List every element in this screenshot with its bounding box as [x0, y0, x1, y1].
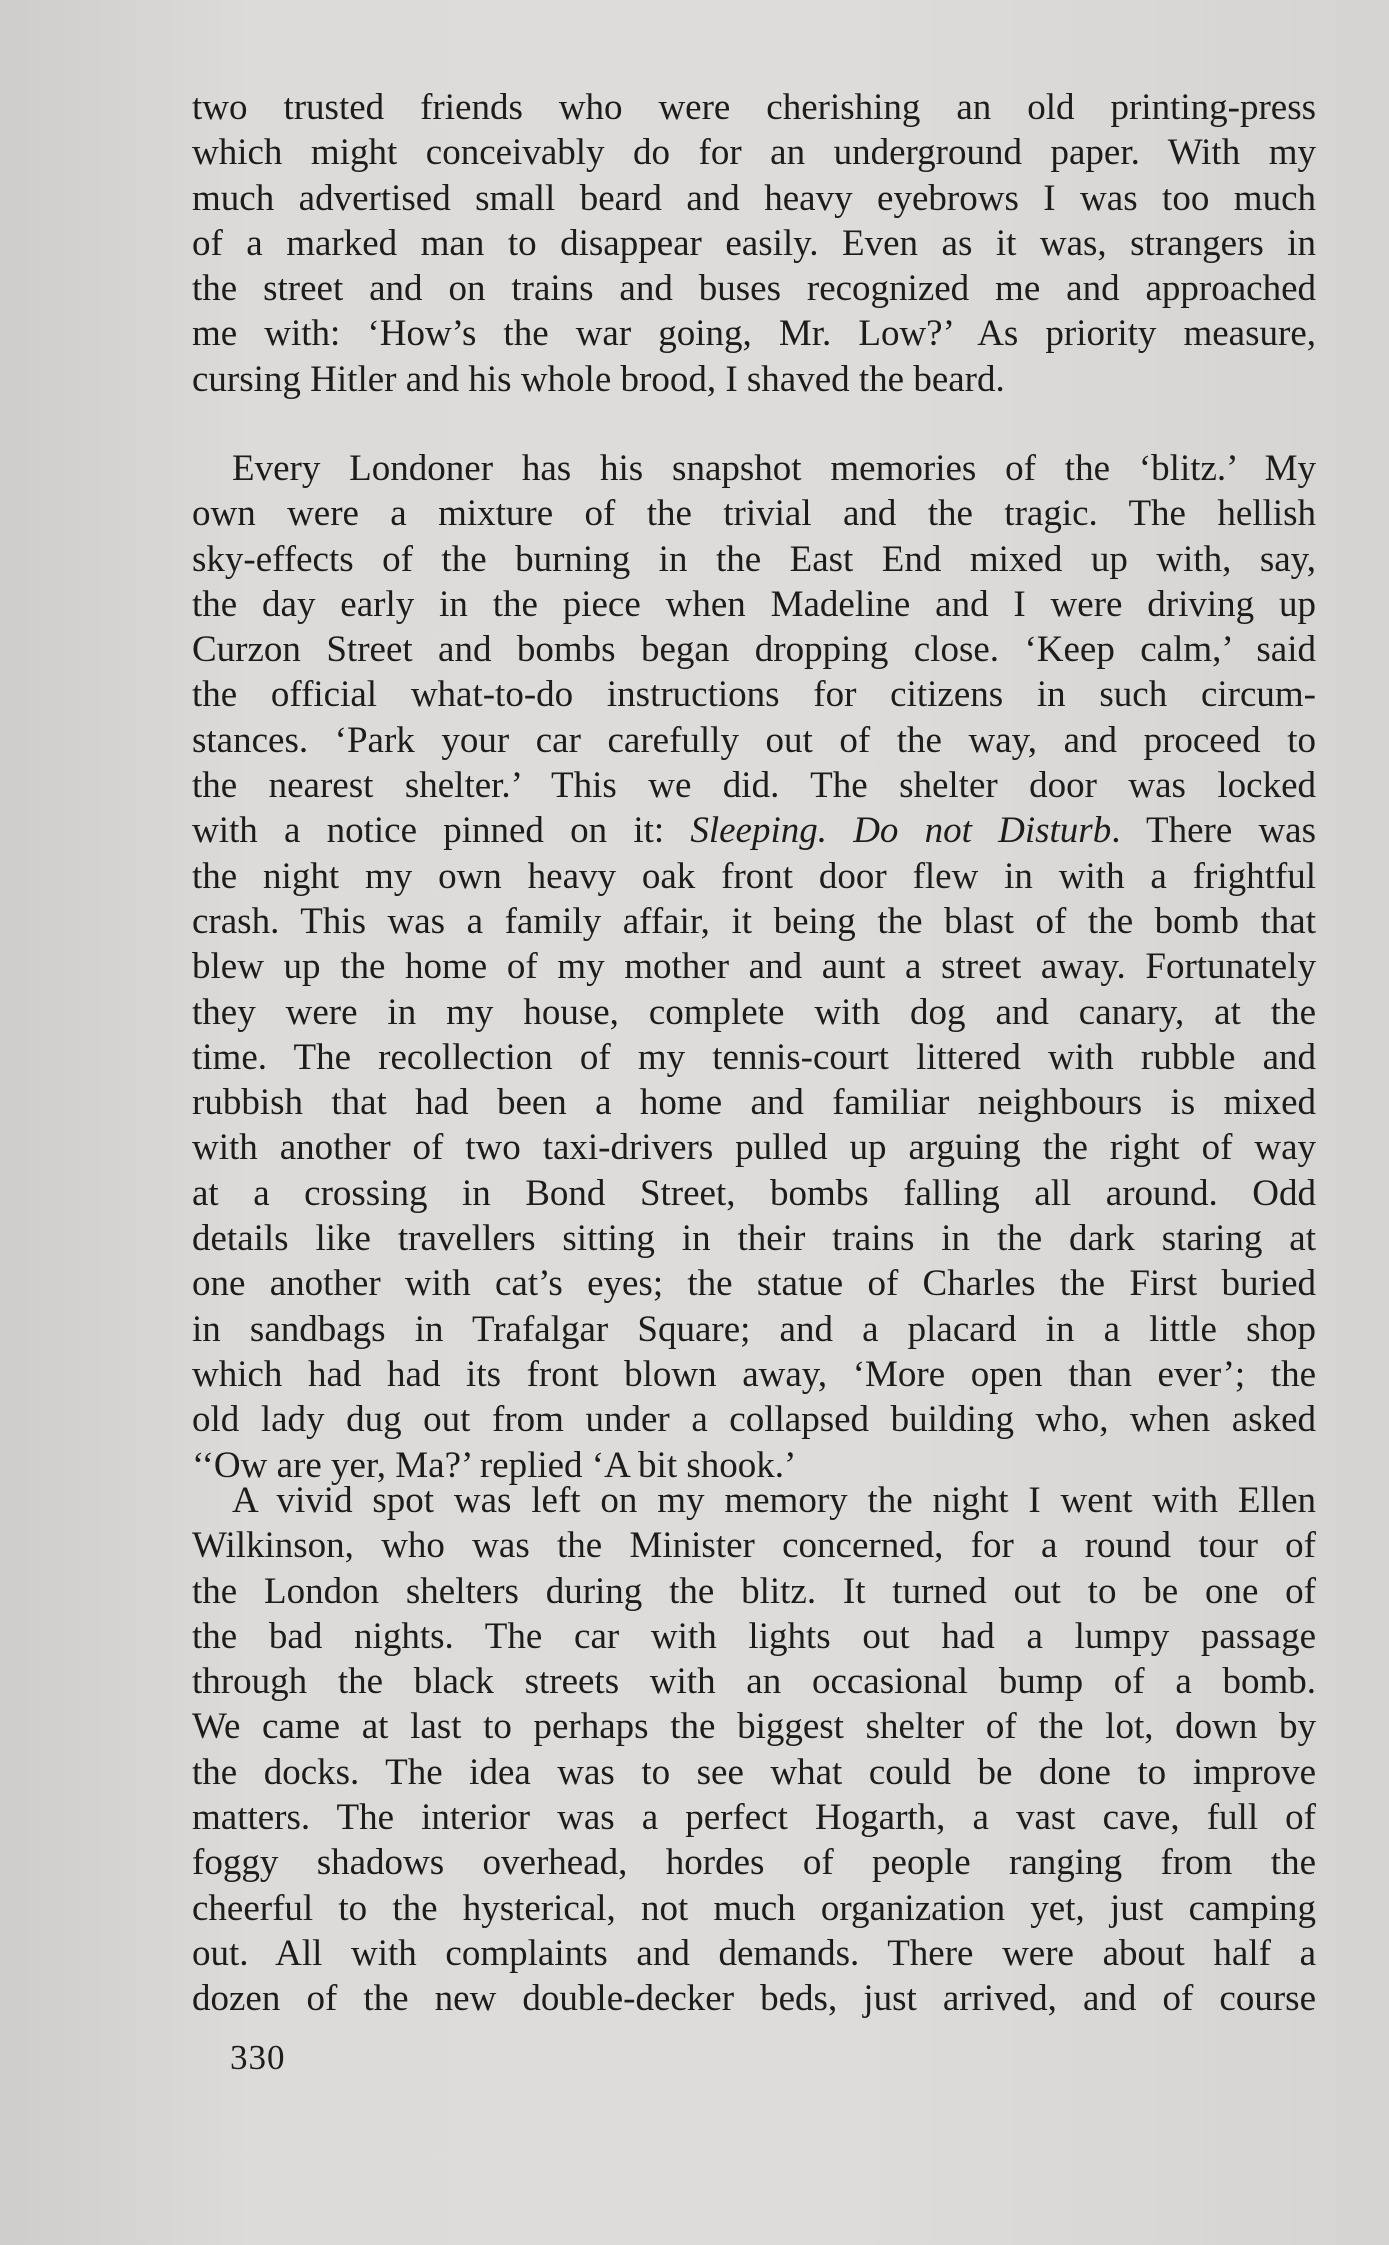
text-line: much advertised small beard and heavy eyebrows I was too much: [192, 177, 1316, 219]
text-line: the day early in the piece when Madeline and I were driving up: [192, 583, 1316, 625]
text-line: matters. The interior was a perfect Hogarth, a vast cave, full of: [192, 1797, 1316, 1839]
text-line: at a crossing in Bond Street, bombs falling all around. Odd: [192, 1172, 1316, 1214]
text-line: the official what-to-do instructions for citizens in such circum-: [192, 674, 1316, 716]
text-line: stances. ‘Park your car carefully out of the way, and proceed to: [192, 719, 1316, 761]
text-line: me with: ‘How’s the war going, Mr. Low?’ As priority measure,: [192, 313, 1316, 355]
text-line: sky-effects of the burning in the East End mixed up with, say,: [192, 538, 1316, 580]
paragraph-3: [192, 1478, 1316, 2022]
text-line: old lady dug out from under a collapsed building who, when asked: [192, 1399, 1316, 1441]
paragraph-1: [192, 85, 1316, 402]
text-segment: . There was: [1111, 810, 1316, 852]
text-line: the London shelters during the blitz. It turned out to be one of: [192, 1570, 1316, 1612]
text-line: cheerful to the hysterical, not much organization yet, just camping: [192, 1887, 1316, 1929]
text-line: one another with cat’s eyes; the statue of Charles the First buried: [192, 1263, 1316, 1305]
text-line: which might conceivably do for an underground paper. With my: [192, 132, 1316, 174]
paragraph-2: [192, 446, 1316, 1488]
text-line: Curzon Street and bombs began dropping close. ‘Keep calm,’ said: [192, 629, 1316, 671]
text-line: the night my own heavy oak front door flew in with a frightful: [192, 855, 1316, 897]
text-line: the docks. The idea was to see what could be done to improve: [192, 1751, 1316, 1793]
text-line: We came at last to perhaps the biggest shelter of the lot, down by: [192, 1706, 1316, 1748]
text-line: dozen of the new double-decker beds, just arrived, and of course: [192, 1978, 1316, 2020]
text-line: [192, 808, 1316, 853]
text-line: rubbish that had been a home and familiar neighbours is mixed: [192, 1082, 1316, 1124]
text-line: with another of two taxi-drivers pulled up arguing the right of way: [192, 1127, 1316, 1169]
text-line: own were a mixture of the trivial and the tragic. The hellish: [192, 493, 1316, 535]
text-line: they were in my house, complete with dog and canary, at the: [192, 991, 1316, 1033]
text-line: of a marked man to disappear easily. Even as it was, strangers in: [192, 222, 1316, 264]
text-line: two trusted friends who were cherishing an old printing-press: [192, 87, 1316, 128]
text-line: cursing Hitler and his whole brood, I shaved the beard.: [192, 358, 1005, 400]
text-line: out. All with complaints and demands. There were about half a: [192, 1932, 1316, 1974]
text-line: which had had its front blown away, ‘More open than ever’; the: [192, 1353, 1316, 1395]
text-line: ‘‘Ow are yer, Ma?’ replied ‘A bit shook.’: [192, 1444, 797, 1486]
text-line: the bad nights. The car with lights out had a lumpy passage: [192, 1615, 1316, 1657]
text-line: foggy shadows overhead, hordes of people ranging from the: [192, 1842, 1316, 1884]
text-line: the nearest shelter.’ This we did. The shelter door was locked: [192, 765, 1316, 807]
text-line: through the black streets with an occasional bump of a bomb.: [192, 1661, 1316, 1703]
text-line: Wilkinson, who was the Minister concerned, for a round tour of: [192, 1525, 1316, 1567]
text-line: in sandbags in Trafalgar Square; and a placard in a little shop: [192, 1308, 1316, 1350]
text-line: the street and on trains and buses recognized me and approached: [192, 268, 1316, 310]
notice-text: Sleeping. Do not Disturb: [690, 810, 1112, 852]
page-number: 330: [230, 2038, 286, 2077]
text-line: details like travellers sitting in their trains in the dark staring at: [192, 1218, 1316, 1260]
text-line: time. The recollection of my tennis-court littered with rubble and: [192, 1036, 1316, 1078]
text-line: blew up the home of my mother and aunt a street away. Fortunately: [192, 946, 1316, 988]
text-line: crash. This was a family affair, it being the blast of the bomb that: [192, 900, 1316, 942]
text-line: A vivid spot was left on my memory the night I went with Ellen: [232, 1480, 1316, 1521]
text-line: Every Londoner has his snapshot memories of the ‘blitz.’ My: [232, 448, 1316, 489]
text-segment: with a notice pinned on it:: [192, 810, 691, 852]
